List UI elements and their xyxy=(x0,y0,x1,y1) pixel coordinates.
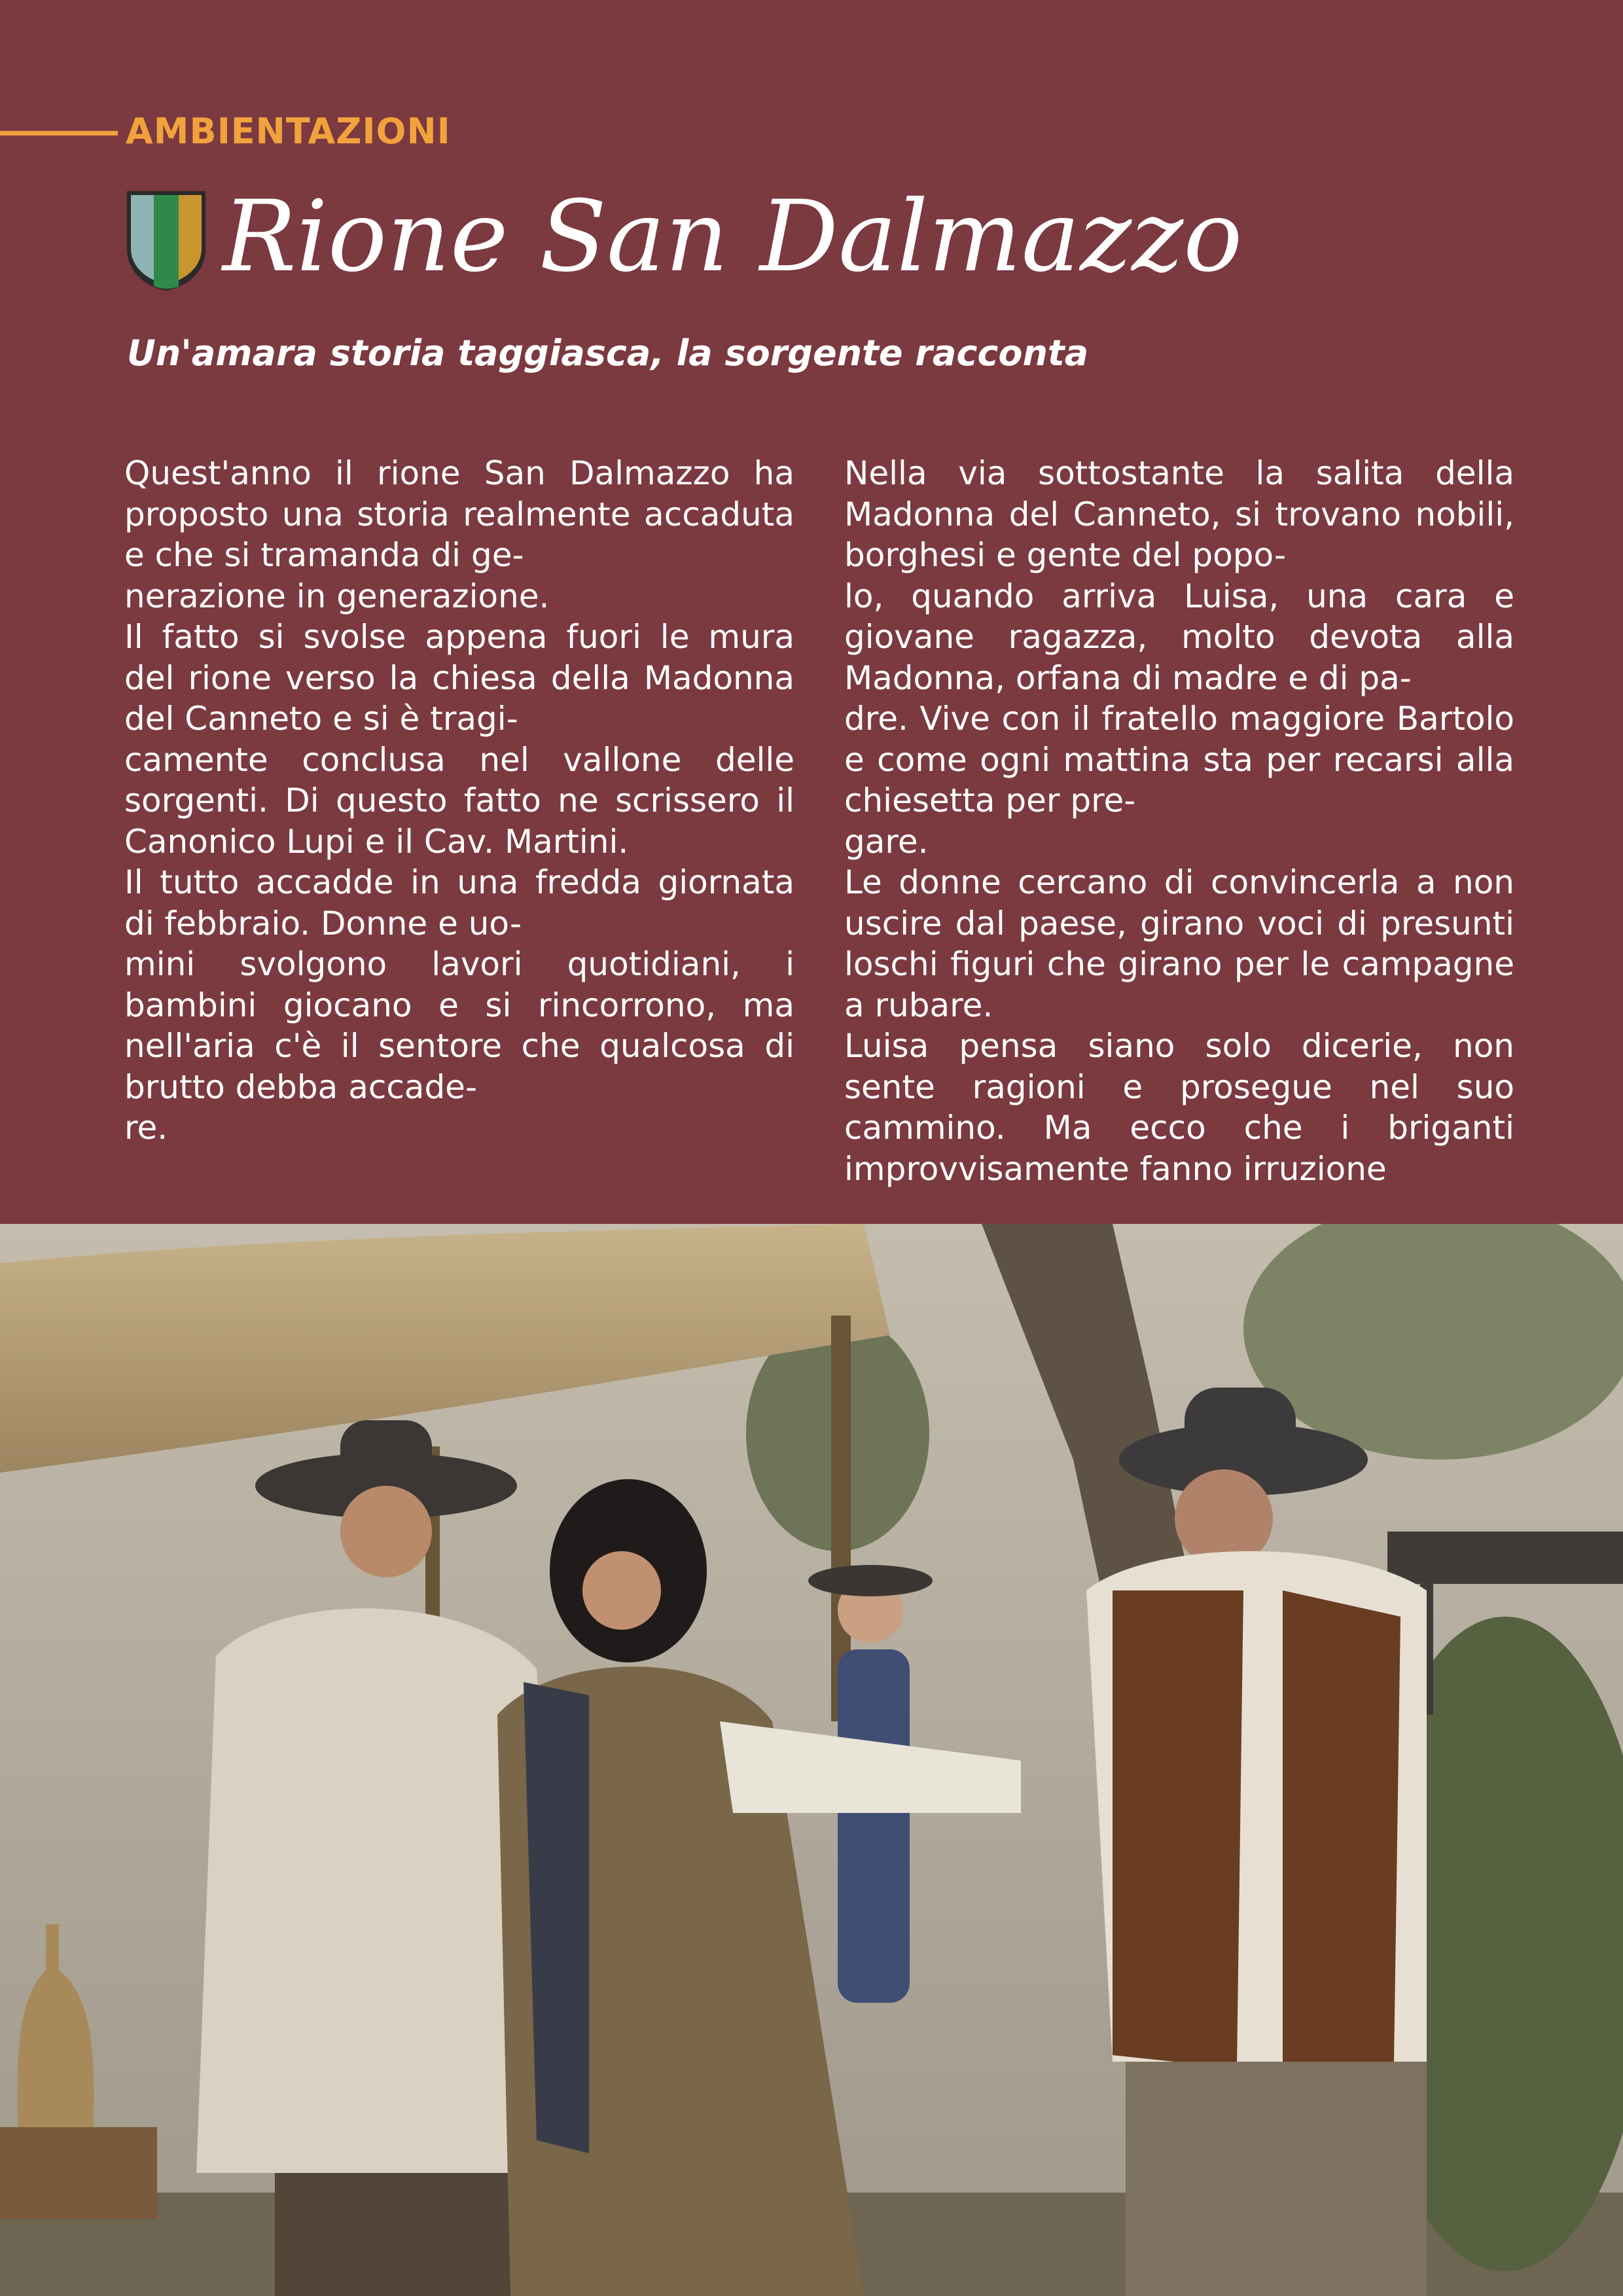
paragraph: Le donne cercano di convincerla a non uscire dal paese, girano voci di presunti loschi figuri che girano per le campagne a rubare. xyxy=(844,863,1514,1024)
paragraph: Nella via sottostante la salita della Madonna del Canneto, si trovano nobili, borghesi e gente del popo- lo, quando arriva Luisa, una cara e giovane ragazza, molto devota alla Madonna, orfana di madre e di pa- dre. Vive con il fratello maggiore Bartolo e come ogni mattina sta per recarsi alla chiesetta per pre- gare. xyxy=(844,454,1514,861)
paragraph: Luisa pensa siano solo dicerie, non sente ragioni e prosegue nel suo cammino. Ma ecco che i briganti improvvisamente fanno irruzione xyxy=(844,1027,1514,1188)
photo-illustration xyxy=(0,1224,1623,2296)
paragraph: Il tutto accadde in una fredda giornata di febbraio. Donne e uo- mini svolgono lavori quotidiani, i bambini giocano e si rincorrono, ma nell'aria c'è il sentore che qualcosa di brutto debba accade- re. xyxy=(124,863,794,1147)
section-rule xyxy=(0,131,118,135)
heraldic-shield-icon xyxy=(124,188,208,293)
page-title: Rione San Dalmazzo xyxy=(223,180,1243,294)
reenactment-photo xyxy=(0,1224,1623,2296)
article-column-right xyxy=(844,453,1514,1189)
paragraph: Il fatto si svolse appena fuori le mura del rione verso la chiesa della Madonna del Canneto e si è tragi- camente conclusa nel vallone delle sorgenti. Di questo fatto ne scrissero il Canonico Lupi e il Cav. Martini. xyxy=(124,618,794,861)
section-label: AMBIENTAZIONI xyxy=(126,111,451,152)
article-column-left xyxy=(124,453,794,1149)
page-subtitle: Un'amara storia taggiasca, la sorgente racconta xyxy=(127,332,1089,374)
paragraph: Quest'anno il rione San Dalmazzo ha proposto una storia realmente accaduta e che si tramanda di ge- nerazione in generazione. xyxy=(124,454,794,615)
